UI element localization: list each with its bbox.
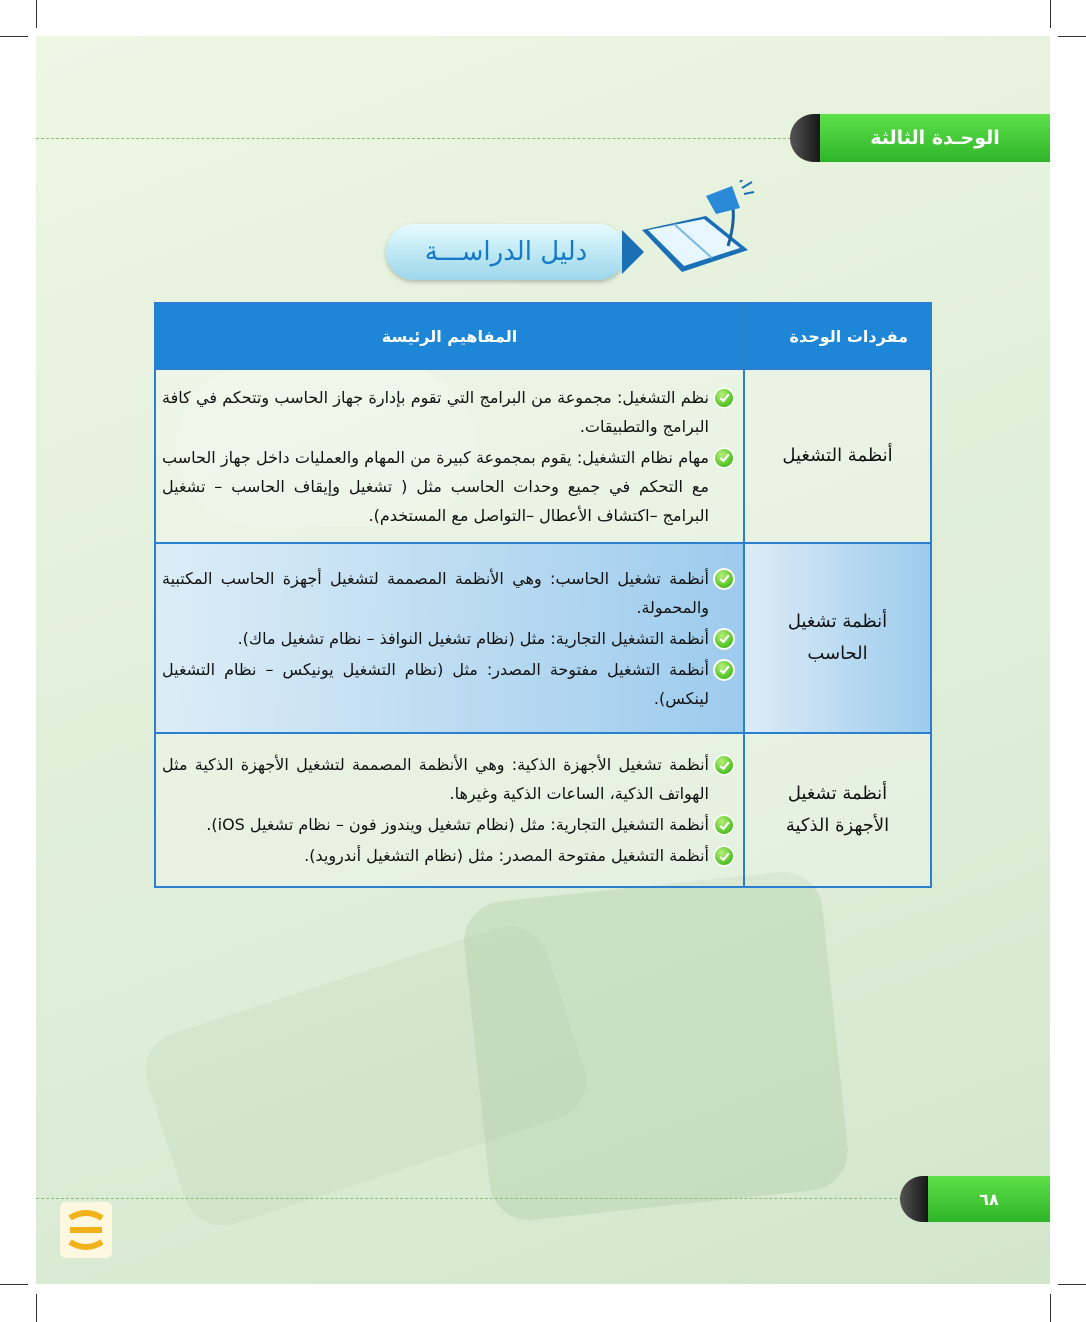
crop-mark xyxy=(36,0,37,28)
crop-mark xyxy=(1058,1284,1086,1285)
section-title: دليل الدراســـة xyxy=(424,237,588,267)
unit-cell xyxy=(744,543,931,733)
list-item xyxy=(162,655,735,713)
unit-cell xyxy=(744,733,931,887)
table-row xyxy=(155,543,931,733)
unit-header-tab xyxy=(790,114,1050,162)
check-circle-icon xyxy=(713,628,735,650)
concept-cell xyxy=(155,543,744,733)
crop-mark xyxy=(36,1294,37,1322)
table-header-row xyxy=(155,303,931,369)
item-text: أنظمة تشغيل الأجهزة الذكية: وهي الأنظمة المصممة لتشغيل الأجهزة الذكية مثل الهواتف الذكية، الساعات الذكية وغيرها. xyxy=(162,755,709,803)
study-guide-table xyxy=(154,302,932,888)
item-text: أنظمة تشغيل الحاسب: وهي الأنظمة المصممة لتشغيل أجهزة الحاسب المكتبية والمحمولة. xyxy=(162,568,709,617)
book-lamp-icon xyxy=(636,180,756,290)
divider-line xyxy=(36,138,796,139)
concept-cell xyxy=(155,733,744,887)
list-item xyxy=(162,810,735,839)
check-circle-icon xyxy=(713,387,735,409)
item-text: أنظمة التشغيل التجارية: مثل (نظام تشغيل النوافذ – نظام تشغيل ماك). xyxy=(237,628,709,648)
page-number-tab xyxy=(900,1176,1050,1222)
list-item xyxy=(162,383,735,441)
check-circle-icon xyxy=(713,447,735,469)
item-text: أنظمة التشغيل التجارية: مثل (نظام تشغيل ويندوز فون – نظام تشغيل iOS). xyxy=(206,815,709,834)
check-circle-icon xyxy=(713,568,735,590)
unit-name: أنظمة تشغيل xyxy=(787,611,888,632)
unit-name: الأجهزة الذكية xyxy=(785,815,890,836)
item-text: نظم التشغيل: مجموعة من البرامج التي تقوم بإدارة جهاز الحاسب وتتحكم في كافة البرامج والتطبيقات. xyxy=(162,387,709,436)
item-text: مهام نظام التشغيل: يقوم بمجموعة كبيرة من المهام والعمليات داخل جهاز الحاسب مع التحكم في جميع وحدات الحاسب مثل ( تشغيل وإيقاف الحاسب – تشغيل البرامج –اكتشاف الأعطال –التواصل مع المستخدم). xyxy=(162,447,709,525)
list-item xyxy=(162,443,735,530)
item-text: أنظمة التشغيل مفتوحة المصدر: مثل (نظام التشغيل يونيكس – نظام التشغيل لينكس). xyxy=(162,659,709,708)
unit-cell xyxy=(744,369,931,543)
crop-mark xyxy=(0,1284,28,1285)
concept-cell xyxy=(155,369,744,543)
unit-name: أنظمة التشغيل xyxy=(782,445,893,466)
crop-mark xyxy=(1058,36,1086,37)
unit-name: أنظمة تشغيل xyxy=(787,783,888,804)
check-circle-icon xyxy=(713,814,735,836)
check-circle-icon xyxy=(713,659,735,681)
list-item xyxy=(162,564,735,622)
unit-name: الحاسب xyxy=(807,643,868,664)
crop-mark xyxy=(0,36,28,37)
check-circle-icon xyxy=(713,754,735,776)
table-row xyxy=(155,733,931,887)
section-title-banner xyxy=(386,224,626,280)
check-circle-icon xyxy=(713,845,735,867)
list-item xyxy=(162,624,735,653)
item-text: أنظمة التشغيل مفتوحة المصدر: مثل (نظام التشغيل أندرويد). xyxy=(304,846,709,865)
header-concepts: المفاهيم الرئيسة xyxy=(155,303,744,369)
header-unit: مفردات الوحدة xyxy=(744,303,931,369)
list-item xyxy=(162,841,735,870)
table-row xyxy=(155,369,931,543)
publisher-logo-icon xyxy=(58,1196,114,1260)
crop-mark xyxy=(1050,0,1051,28)
list-item xyxy=(162,750,735,808)
unit-label: الوحـدة الثالثة xyxy=(820,114,1050,162)
page-number: ٦٨ xyxy=(928,1176,1050,1222)
crop-mark xyxy=(1050,1294,1051,1322)
divider-line xyxy=(36,1198,902,1199)
